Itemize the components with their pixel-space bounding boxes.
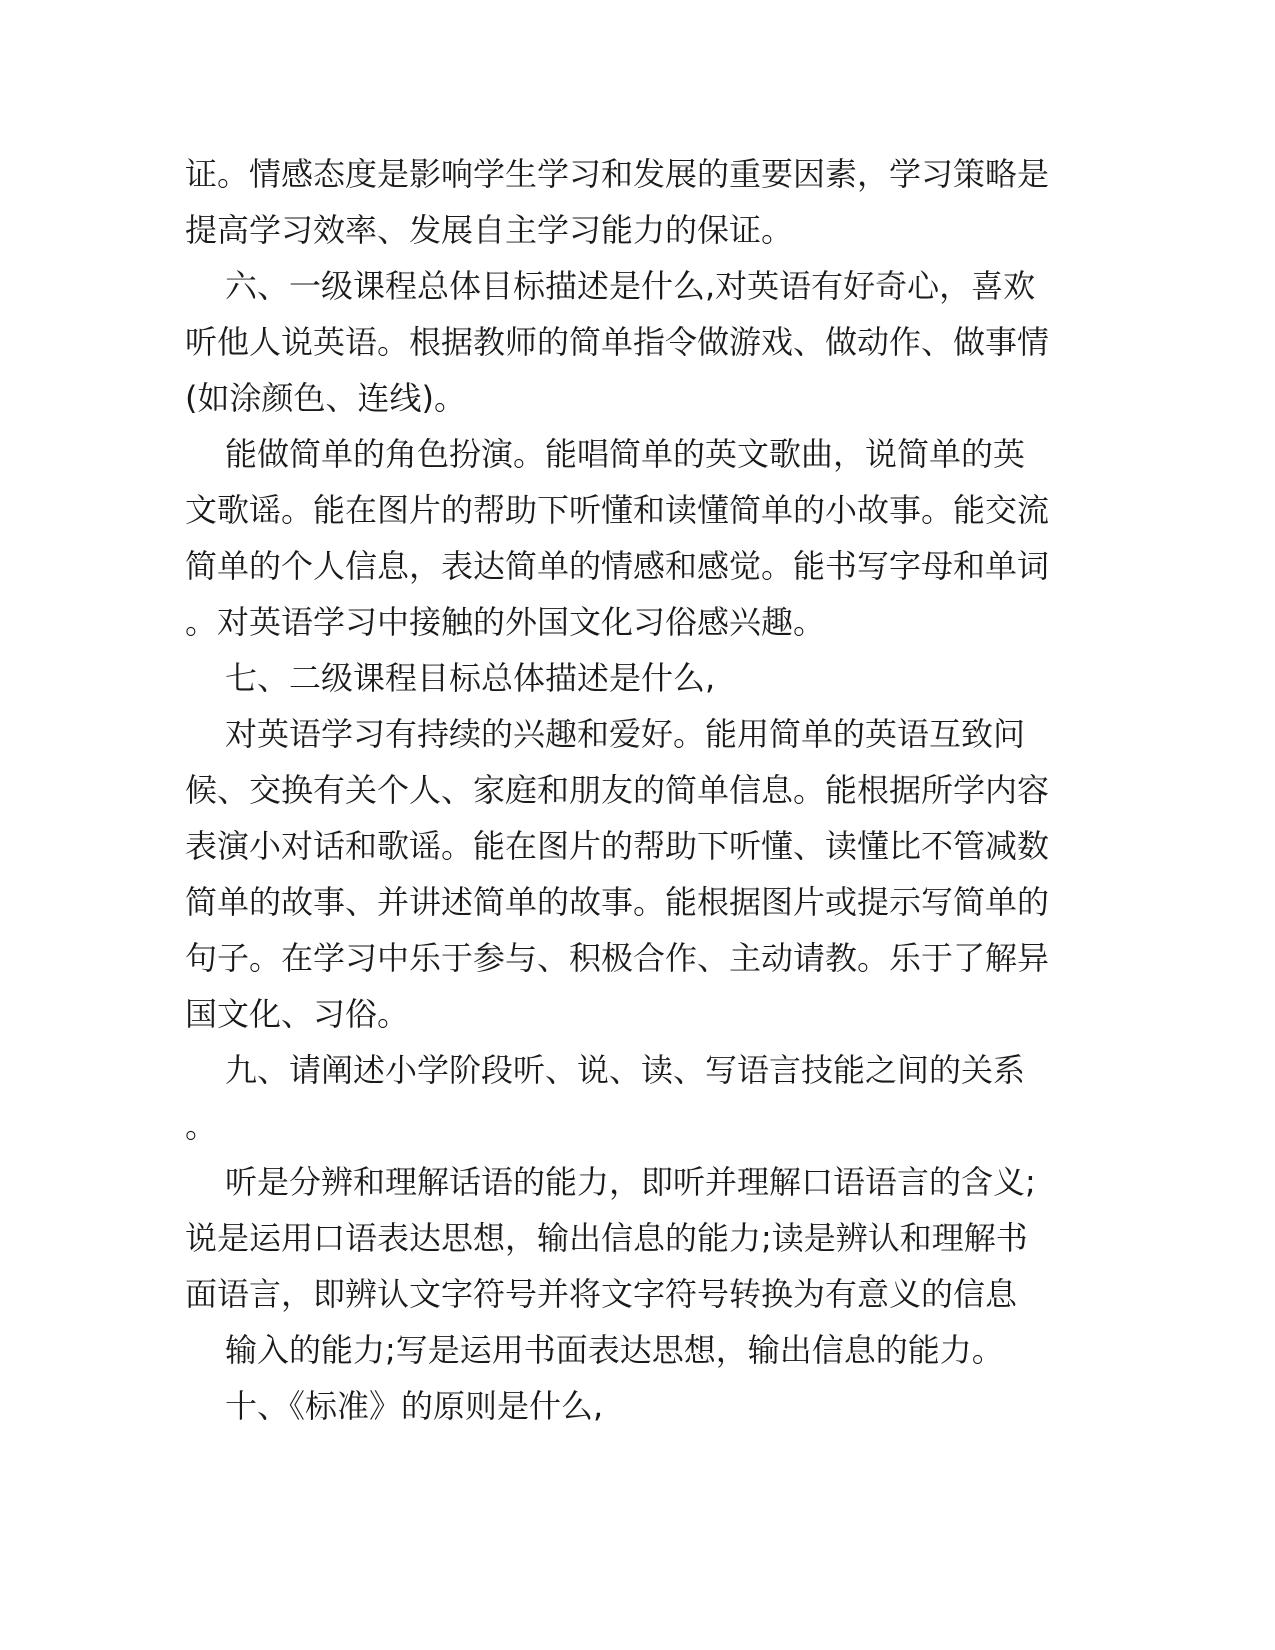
text-line: 证。情感态度是影响学生学习和发展的重要因素，学习策略是: [185, 155, 1050, 193]
text-line: 面语言，即辨认文字符号并将文字符号转换为有意义的信息: [185, 1275, 1018, 1313]
text-line: 九、请阐述小学阶段听、说、读、写语言技能之间的关系: [225, 1051, 1026, 1089]
text-line: 输入的能力;写是运用书面表达思想，输出信息的能力。: [225, 1331, 1004, 1369]
text-line: 候、交换有关个人、家庭和朋友的简单信息。能根据所学内容: [185, 771, 1050, 809]
text-line: 能做简单的角色扮演。能唱简单的英文歌曲，说简单的英: [225, 435, 1026, 473]
text-line: (如涂颜色、连线)。: [185, 379, 466, 417]
text-line: 表演小对话和歌谣。能在图片的帮助下听懂、读懂比不管减数: [185, 827, 1050, 865]
text-line: 文歌谣。能在图片的帮助下听懂和读懂简单的小故事。能交流: [185, 491, 1050, 529]
text-line: 七、二级课程目标总体描述是什么,: [225, 659, 716, 697]
text-line: 十、《标准》的原则是什么,: [225, 1387, 604, 1425]
text-line: 六、一级课程总体目标描述是什么,对英语有好奇心，喜欢: [225, 267, 1036, 305]
text-line: 说是运用口语表达思想，输出信息的能力;读是辨认和理解书: [185, 1219, 1028, 1257]
text-line: 国文化、习俗。: [185, 995, 410, 1033]
text-line: 。对英语学习中接触的外国文化习俗感兴趣。: [185, 603, 826, 641]
text-line: 提高学习效率、发展自主学习能力的保证。: [185, 211, 794, 249]
text-line: 句子。在学习中乐于参与、积极合作、主动请教。乐于了解异: [185, 939, 1050, 977]
text-line: 听他人说英语。根据教师的简单指令做游戏、做动作、做事情: [185, 323, 1050, 361]
document-body: [185, 146, 1085, 1434]
text-line: 听是分辨和理解话语的能力，即听并理解口语语言的含义;: [225, 1163, 1036, 1201]
text-line: 简单的故事、并讲述简单的故事。能根据图片或提示写简单的: [185, 883, 1050, 921]
text-line: 。: [185, 1107, 218, 1145]
text-line: 简单的个人信息，表达简单的情感和感觉。能书写字母和单词: [185, 547, 1050, 585]
text-line: 对英语学习有持续的兴趣和爱好。能用简单的英语互致问: [225, 715, 1026, 753]
